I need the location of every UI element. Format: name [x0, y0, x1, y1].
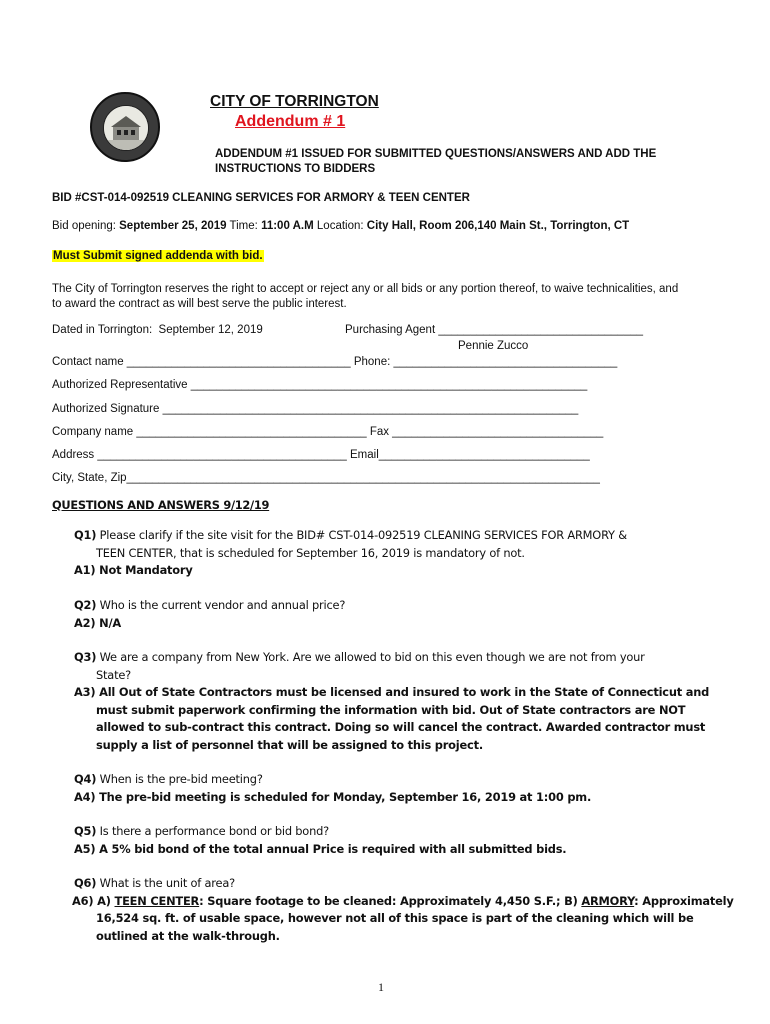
opening-location: City Hall, Room 206,140 Main St., Torrington, CT — [366, 220, 630, 232]
seal-building-icon — [103, 105, 149, 151]
authorized-signature-field: Authorized Signature _________________________________________________________________ — [52, 403, 579, 415]
answer-teen-center: TEEN CENTER — [114, 893, 200, 908]
page-number: 1 — [378, 980, 384, 994]
question-text: Who is the current vendor and annual price? — [96, 598, 346, 612]
purchasing-agent-field: Purchasing Agent ________________________________ — [345, 324, 644, 336]
question-label: Q3) — [74, 650, 97, 664]
city-seal-logo — [90, 92, 160, 162]
answer-text: A5) A 5% bid bond of the total annual Price is required with all submitted bids. — [74, 841, 567, 856]
authorized-representative-field: Authorized Representative ______________________________________________________________ — [52, 379, 588, 391]
time-label: Time: — [226, 220, 262, 232]
addendum-description: ADDENDUM #1 ISSUED FOR SUBMITTED QUESTIONS/ANSWERS AND ADD THE INSTRUCTIONS TO BIDDERS — [215, 148, 657, 175]
answer-text — [72, 893, 734, 911]
answer-text-cont: allowed to sub-contract this contract. Doing so will cancel the contract. Awarded contractor must — [96, 720, 706, 734]
purchasing-agent-name: Pennie Zucco — [458, 340, 529, 352]
question-text: Is there a performance bond or bid bond? — [96, 824, 329, 838]
answer-text-cont: must submit paperwork confirming the information with bid. Out of State contractors are NOT — [96, 702, 686, 717]
opening-time: 11:00 A.M — [261, 220, 314, 232]
question-label: Q5) — [74, 824, 97, 838]
answer-text: A2) N/A — [74, 615, 122, 630]
qa-item-6 — [74, 875, 734, 945]
city-title: CITY OF TORRINGTON — [210, 93, 379, 110]
bid-opening-line — [52, 220, 629, 232]
answer-armory: ARMORY — [581, 893, 635, 908]
answer-text-cont: 16,524 sq. ft. of usable space, however not all of this space is part of the cleaning which will be — [96, 911, 694, 925]
answer-end: : Approximately — [634, 893, 734, 908]
qa-item-3 — [74, 649, 734, 754]
opening-date: September 25, 2019 — [119, 220, 227, 232]
bid-title: BID #CST-014-092519 CLEANING SERVICES FOR ARMORY & TEEN CENTER — [52, 192, 470, 204]
qa-item-1 — [74, 527, 714, 580]
contact-phone-field: Contact name ___________________________________ Phone: ___________________________________ — [52, 356, 618, 368]
question-label: Q1) — [74, 528, 97, 542]
question-label: Q4) — [74, 772, 97, 786]
answer-text: A1) Not Mandatory — [74, 563, 193, 577]
question-label: Q2) — [74, 598, 97, 612]
answer-prefix: A6) A) — [72, 893, 115, 908]
qa-item-5 — [74, 823, 714, 858]
qa-heading: QUESTIONS AND ANSWERS 9/12/19 — [52, 498, 270, 512]
qa-item-4 — [74, 771, 714, 806]
rights-paragraph: The City of Torrington reserves the right to accept or reject any or all bids or any portion thereof, to waive technicalities, and to award the contract as will best serve the public interest. — [52, 283, 679, 310]
question-text: Please clarify if the site visit for the BID# CST-014-092519 CLEANING SERVICES FOR ARMORY & — [96, 528, 627, 542]
dated-line: Dated in Torrington: September 12, 2019 — [52, 324, 263, 336]
answer-text: A4) The pre-bid meeting is scheduled for Monday, September 16, 2019 at 1:00 pm. — [74, 789, 592, 804]
question-text: We are a company from New York. Are we allowed to bid on this even though we are not from your — [96, 650, 645, 664]
answer-mid: : Square footage to be cleaned: Approximately 4,450 S.F.; B) — [199, 893, 582, 908]
addendum-title: Addendum # 1 — [235, 113, 346, 130]
question-text-cont: TEEN CENTER, that is scheduled for September 16, 2019 is mandatory of not. — [96, 545, 525, 560]
location-label: Location: — [313, 220, 367, 232]
question-label: Q6) — [74, 876, 97, 890]
city-state-zip-field: City, State, Zip__________________________________________________________________________ — [52, 472, 600, 484]
opening-label: Bid opening: — [52, 220, 120, 232]
answer-text-cont: outlined at the walk-through. — [96, 928, 280, 943]
must-submit-notice: Must Submit signed addenda with bid. — [53, 250, 263, 262]
answer-text-cont: supply a list of personnel that will be assigned to this project. — [96, 737, 483, 752]
address-email-field: Address _______________________________________ Email_________________________________ — [52, 449, 590, 461]
qa-item-2 — [74, 597, 714, 632]
company-fax-field: Company name ____________________________________ Fax _________________________________ — [52, 426, 604, 438]
question-text: What is the unit of area? — [96, 876, 235, 890]
question-text: When is the pre-bid meeting? — [96, 772, 263, 786]
question-text-cont: State? — [96, 667, 131, 682]
answer-text: A3) All Out of State Contractors must be licensed and insured to work in the State of Connecticut and — [74, 685, 710, 699]
